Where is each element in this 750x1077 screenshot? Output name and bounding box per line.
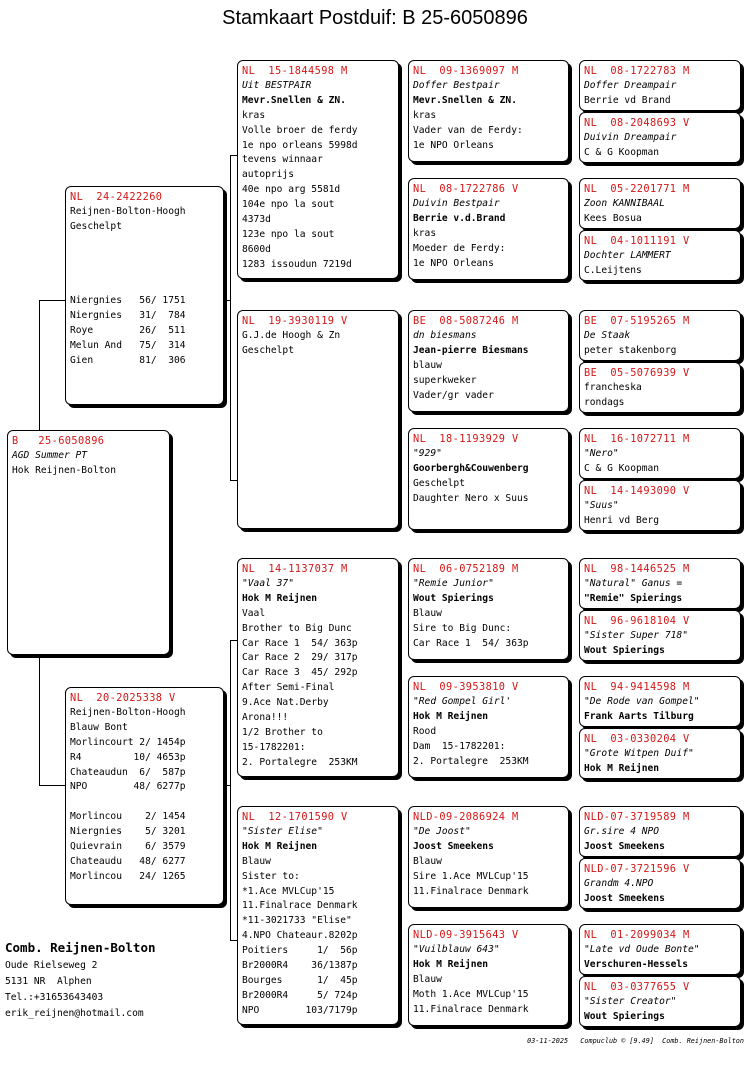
connector-line: [39, 655, 40, 785]
pigeon-card-father[interactable]: [65, 186, 224, 405]
pigeon-name: "Vuilblauw 643": [413, 943, 500, 955]
ring-number: NL 19-3930119 V: [242, 315, 348, 327]
info-line: Reijnen-Bolton-Hoogh: [70, 205, 186, 217]
pigeon-card-mmf[interactable]: [408, 806, 569, 908]
info-line: G.J.de Hoogh & Zn: [242, 329, 341, 341]
connector-line: [224, 785, 231, 786]
page-title: Stamkaart Postduif: B 25-6050896: [222, 7, 528, 29]
info-line: 11.Finalrace Denmark: [242, 900, 358, 912]
pigeon-owner: peter stakenborg: [584, 344, 677, 356]
ring-number: NL 14-1137037 M: [242, 563, 348, 575]
pigeon-owner: Wout Spierings: [413, 592, 494, 604]
pigeon-card-mother[interactable]: [65, 687, 224, 905]
pigeon-name: De Staak: [584, 329, 631, 341]
pigeon-owner: Frank Aarts Tilburg: [584, 710, 694, 722]
info-line: Blauw: [413, 607, 442, 619]
info-line: Car Race 3 45/ 292p: [242, 667, 358, 679]
pigeon-name: "De Joost": [413, 825, 471, 837]
info-line: [70, 235, 219, 250]
pigeon-owner: Hok M Reijnen: [242, 840, 318, 852]
info-line: Gien 81/ 306: [70, 354, 186, 366]
info-line: After Semi-Final: [242, 682, 335, 694]
pigeon-card-g7[interactable]: [579, 428, 741, 479]
pigeon-owner: "Remie" Spierings: [584, 592, 683, 604]
pigeon-name: "Late vd Oude Bonte": [584, 943, 700, 955]
pigeon-name: AGD Summer PT: [12, 449, 88, 461]
footer-meta: 03-11-2025 Compuclub © [9.49] Comb. Reijnen-Bolton: [527, 1037, 744, 1045]
ring-number: NL 09-3953810 V: [413, 681, 519, 693]
pigeon-name: Uit BESTPAIR: [242, 79, 312, 91]
pigeon-card-g15[interactable]: [579, 924, 741, 975]
info-line: Morlincou 2/ 1454: [70, 811, 186, 823]
pigeon-name: "929": [413, 447, 442, 459]
pigeon-owner: Jean-pierre Biesmans: [413, 344, 529, 356]
ring-number: NL 15-1844598 M: [242, 65, 348, 77]
pigeon-name: "Sister Creator": [584, 995, 677, 1007]
pigeon-owner: Berrie v.d.Brand: [413, 212, 506, 224]
connector-line: [230, 940, 237, 941]
pigeon-owner: Joost Smeekens: [584, 892, 665, 904]
pigeon-name: Grandm 4.NPO: [584, 877, 654, 889]
ring-number: B 25-6050896: [12, 435, 105, 447]
ring-number: NL 20-2025338 V: [70, 692, 176, 704]
pigeon-owner: Verschuren-Hessels: [584, 958, 688, 970]
connector-line: [224, 300, 231, 301]
info-line: 2. Portalegre 253KM: [242, 756, 358, 768]
pigeon-name: Zoon KANNIBAAL: [584, 197, 665, 209]
info-line: 1e NPO Orleans: [413, 257, 494, 269]
pigeon-card-fff[interactable]: [408, 60, 569, 162]
ring-number: BE 08-5087246 M: [413, 315, 519, 327]
pigeon-card-g11[interactable]: [579, 676, 741, 727]
info-line: 1e NPO Orleans: [413, 139, 494, 151]
pigeon-owner: Hok M Reijnen: [242, 592, 318, 604]
pigeon-owner: Wout Spierings: [584, 1010, 665, 1022]
info-line: *1.Ace MVLCup'15: [242, 885, 335, 897]
connector-line: [39, 300, 65, 301]
info-line: kras: [242, 109, 266, 121]
info-line: Geschelpt: [70, 220, 122, 232]
info-line: Bourges 1/ 45p: [242, 974, 358, 986]
pigeon-owner: francheska: [584, 381, 642, 393]
pigeon-owner: C.Leijtens: [584, 264, 642, 276]
pigeon-card-mf[interactable]: [237, 558, 399, 777]
connector-line: [39, 785, 65, 786]
ring-number: NL 16-1072711 M: [584, 433, 690, 445]
pigeon-owner: Hok M Reijnen: [584, 762, 660, 774]
info-line: [70, 265, 219, 280]
info-line: Vader/gr vader: [413, 389, 494, 401]
info-line: blauw: [413, 359, 442, 371]
ring-number: NL 96-9618104 V: [584, 615, 690, 627]
ring-number: BE 05-5076939 V: [584, 367, 690, 379]
pigeon-name: "Nero": [584, 447, 619, 459]
info-line: Vaal: [242, 607, 266, 619]
pigeon-name: Gr.sire 4 NPO: [584, 825, 660, 837]
ring-number: BE 07-5195265 M: [584, 315, 690, 327]
owner-email[interactable]: erik_reijnen@hotmail.com: [5, 1008, 144, 1019]
ring-number: NL 06-0752189 M: [413, 563, 519, 575]
info-line: Moth 1.Ace MVLCup'15: [413, 988, 529, 1000]
info-line: Volle broer de ferdy: [242, 124, 358, 136]
pigeon-card-g2[interactable]: [579, 112, 741, 163]
info-line: NPO 48/ 6277p: [70, 781, 186, 793]
pigeon-card-g1[interactable]: [579, 60, 741, 111]
info-line: Niergnies 31/ 784: [70, 310, 186, 322]
connector-line: [39, 300, 40, 430]
pigeon-card-g5[interactable]: [579, 310, 741, 361]
pigeon-name: "Vaal 37": [242, 577, 294, 589]
pigeon-owner: Henri vd Berg: [584, 514, 660, 526]
connector-line: [230, 155, 231, 480]
info-line: [70, 279, 219, 294]
pigeon-owner: Hok M Reijnen: [413, 958, 489, 970]
pigeon-owner: Goorbergh&Couwenberg: [413, 462, 529, 474]
ring-number: NL 14-1493090 V: [584, 485, 690, 497]
pigeon-name: "Red Gompel Girl': [413, 695, 512, 707]
info-line: 1e npo orleans 5998d: [242, 139, 358, 151]
owner-name: Comb. Reijnen-Bolton: [5, 940, 156, 955]
info-line: kras: [413, 109, 437, 121]
pigeon-card-g4[interactable]: [579, 230, 741, 281]
info-line: R4 10/ 4653p: [70, 751, 186, 763]
info-line: 9.Ace Nat.Derby: [242, 697, 329, 709]
pigeon-owner: Berrie vd Brand: [584, 94, 671, 106]
info-line: 123e npo la sout: [242, 228, 335, 240]
info-line: Daughter Nero x Suus: [413, 492, 529, 504]
pigeon-owner: C & G Koopman: [584, 146, 660, 158]
pigeon-card-fmf[interactable]: [408, 310, 569, 412]
pigeon-card-g14[interactable]: [579, 858, 741, 909]
info-line: Car Race 1 54/ 363p: [413, 637, 529, 649]
info-line: Chateaudu 48/ 6277: [70, 855, 186, 867]
info-line: Hok Reijnen-Bolton: [12, 464, 116, 476]
info-line: Car Race 1 54/ 363p: [242, 637, 358, 649]
ring-number: NL 08-1722783 M: [584, 65, 690, 77]
info-line: *11-3021733 "Elise": [242, 915, 352, 927]
info-line: 4373d: [242, 214, 271, 226]
pigeon-name: "Grote Witpen Duif": [584, 747, 694, 759]
pigeon-card-fmm[interactable]: [408, 428, 569, 530]
info-line: Br2000R4 36/1387p: [242, 960, 358, 972]
pigeon-name: "Suus": [584, 499, 619, 511]
pigeon-name: "Remie Junior": [413, 577, 494, 589]
info-line: 4.NPO Chateaur.8202p: [242, 930, 358, 942]
pigeon-card-mm[interactable]: [237, 806, 399, 1025]
info-line: 11.Finalrace Denmark: [413, 1003, 529, 1015]
ring-number: NL 08-1722786 V: [413, 183, 519, 195]
info-line: [70, 250, 219, 265]
pigeon-card-g8[interactable]: [579, 480, 741, 531]
info-line: 11.Finalrace Denmark: [413, 885, 529, 897]
pigeon-name: Doffer Bestpair: [413, 79, 500, 91]
pigeon-owner: Hok M Reijnen: [413, 710, 489, 722]
info-line: superkweker: [413, 374, 477, 386]
info-line: Niergnies 56/ 1751: [70, 295, 186, 307]
owner-address-line: Oude Rielseweg 2: [5, 960, 98, 971]
info-line: Poitiers 1/ 56p: [242, 945, 358, 957]
info-line: Brother to Big Dunc: [242, 622, 352, 634]
info-line: Roye 26/ 511: [70, 325, 186, 337]
ring-number: NL 01-2099034 M: [584, 929, 690, 941]
ring-number: NL 12-1701590 V: [242, 811, 348, 823]
connector-line: [230, 640, 237, 641]
info-line: 1283 issoudun 7219d: [242, 258, 352, 270]
info-line: Geschelpt: [413, 477, 465, 489]
connector-line: [230, 480, 237, 481]
ring-number: NL 08-2048693 V: [584, 117, 690, 129]
ring-number: NLD-07-3719589 M: [584, 811, 690, 823]
info-line: 15-1782201:: [242, 741, 306, 753]
pigeon-name: Duivin Bestpair: [413, 197, 500, 209]
info-line: Vader van de Ferdy:: [413, 124, 523, 136]
info-line: kras: [413, 227, 437, 239]
pigeon-name: "Sister Elise": [242, 825, 323, 837]
info-line: Melun And 75/ 314: [70, 340, 186, 352]
pigeon-owner: Wout Spierings: [584, 644, 665, 656]
info-line: [70, 795, 219, 810]
pigeon-name: Duivin Dreampair: [584, 131, 677, 143]
owner-contact-block: [5, 938, 156, 1022]
pigeon-card-g6[interactable]: [579, 362, 741, 413]
ring-number: NL 03-0330204 V: [584, 733, 690, 745]
info-line: Moeder de Ferdy:: [413, 242, 506, 254]
ring-number: NL 24-2422260: [70, 191, 163, 203]
pigeon-card-g3[interactable]: [579, 178, 741, 229]
pigeon-card-ff[interactable]: [237, 60, 399, 279]
ring-number: NL 04-1011191 V: [584, 235, 690, 247]
pigeon-owner: Joost Smeekens: [413, 840, 494, 852]
pigeon-card-mff[interactable]: [408, 558, 569, 660]
info-line: NPO 103/7179p: [242, 1004, 358, 1016]
pigeon-owner: Mevr.Snellen & ZN.: [413, 94, 517, 106]
ring-number: NL 09-1369097 M: [413, 65, 519, 77]
info-line: 1/2 Brother to: [242, 726, 323, 738]
info-line: Car Race 2 29/ 317p: [242, 652, 358, 664]
info-line: Rood: [413, 725, 437, 737]
pigeon-owner: C & G Koopman: [584, 462, 660, 474]
pigeon-card-fm[interactable]: [237, 310, 399, 529]
pigeon-card-subject[interactable]: [7, 430, 170, 655]
info-line: Quievrain 6/ 3579: [70, 841, 186, 853]
info-line: Morlincou 24/ 1265: [70, 870, 186, 882]
ring-number: NL 05-2201771 M: [584, 183, 690, 195]
ring-number: NL 18-1193929 V: [413, 433, 519, 445]
pigeon-owner: Joost Smeekens: [584, 840, 665, 852]
pigeon-card-g9[interactable]: [579, 558, 741, 609]
info-line: Morlincourt 2/ 1454p: [70, 736, 186, 748]
info-line: Dam 15-1782201:: [413, 740, 506, 752]
pigeon-card-g10[interactable]: [579, 610, 741, 661]
pigeon-name: "Natural" Ganus =: [584, 577, 683, 589]
pigeon-name: Dochter LAMMERT: [584, 249, 671, 261]
pigeon-name: "De Rode van Gompel": [584, 695, 700, 707]
info-line: Blauw: [242, 855, 271, 867]
info-line: autoprijs: [242, 169, 294, 181]
info-line: Sire 1.Ace MVLCup'15: [413, 870, 529, 882]
pigeon-card-g16[interactable]: [579, 976, 741, 1027]
info-line: tevens winnaar: [242, 154, 323, 166]
pigeon-name: dn biesmans: [413, 329, 477, 341]
connector-line: [230, 640, 231, 940]
info-line: Chateaudun 6/ 587p: [70, 766, 186, 778]
info-line: Blauw Bont: [70, 721, 128, 733]
ring-number: NLD-07-3721596 V: [584, 863, 690, 875]
owner-phone: Tel.:+31653643403: [5, 992, 104, 1003]
pigeon-card-mmm[interactable]: [408, 924, 569, 1026]
connector-line: [230, 155, 237, 156]
pigeon-card-mfm[interactable]: [408, 676, 569, 778]
pigeon-owner: Kees Bosua: [584, 212, 642, 224]
ring-number: NL 03-0377655 V: [584, 981, 690, 993]
info-line: Sire to Big Dunc:: [413, 622, 512, 634]
pigeon-name: "Sister Super 718": [584, 629, 688, 641]
info-line: Arona!!!: [242, 712, 289, 724]
info-line: 2. Portalegre 253KM: [413, 755, 529, 767]
info-line: 8600d: [242, 243, 271, 255]
pigeon-owner: Mevr.Snellen & ZN.: [242, 94, 346, 106]
info-line: Sister to:: [242, 870, 300, 882]
info-line: Blauw: [413, 855, 442, 867]
pigeon-card-g13[interactable]: [579, 806, 741, 857]
pigeon-card-g12[interactable]: [579, 728, 741, 779]
info-line: Geschelpt: [242, 344, 294, 356]
owner-address-line: 5131 NR Alphen: [5, 976, 92, 987]
info-line: 40e npo arg 5581d: [242, 184, 341, 196]
info-line: 104e npo la sout: [242, 199, 335, 211]
ring-number: NLD-09-2086924 M: [413, 811, 519, 823]
ring-number: NLD-09-3915643 V: [413, 929, 519, 941]
pigeon-card-ffm[interactable]: [408, 178, 569, 280]
info-line: Niergnies 5/ 3201: [70, 826, 186, 838]
info-line: Blauw: [413, 973, 442, 985]
info-line: rondags: [584, 396, 625, 408]
ring-number: NL 94-9414598 M: [584, 681, 690, 693]
ring-number: NL 98-1446525 M: [584, 563, 690, 575]
info-line: Br2000R4 5/ 724p: [242, 989, 358, 1001]
info-line: Reijnen-Bolton-Hoogh: [70, 706, 186, 718]
pigeon-name: Doffer Dreampair: [584, 79, 677, 91]
